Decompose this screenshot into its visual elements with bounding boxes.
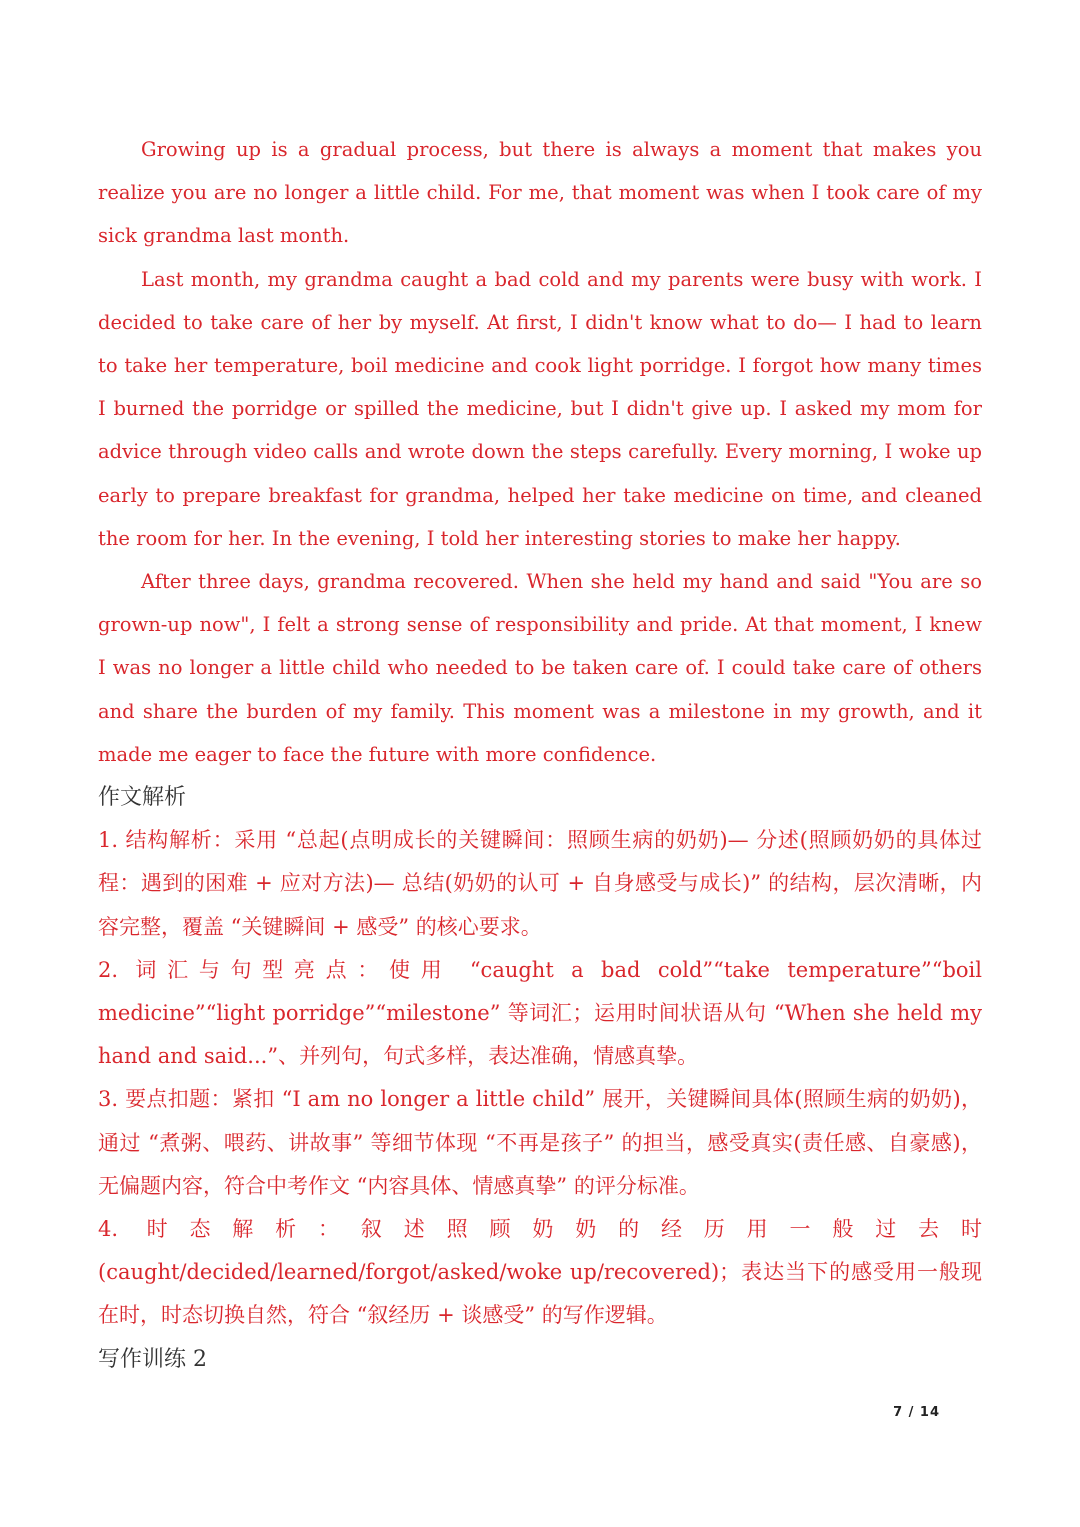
essay-paragraph-3: After three days, grandma recovered. When she held my hand and said "You are so grown-up now", I felt a strong sense of responsibility and pride. At that moment, I knew I was no longer a little child who needed to be taken care of. I could take care of others and share the burden of my family. This moment was a milestone in my growth, and it made me eager to face the future with more confidence. — [98, 570, 982, 766]
analysis-heading: 作文解析 — [98, 785, 187, 811]
essay-paragraph-1: Growing up is a gradual process, but there is always a moment that makes you realize you are no longer a little child. For me, that moment was when I took care of my sick grandma last month. — [98, 138, 982, 248]
analysis-point-structure: 1. 结构解析：采用 “总起(点明成长的关键瞬间：照顾生病的奶奶)— 分述(照顾奶奶的具体过程：遇到的困难 + 应对方法)— 总结(奶奶的认可 + 自身感受与成长)” 的结构，层次清晰，内容完整，覆盖 “关键瞬间 + 感受” 的核心要求。 — [98, 828, 982, 939]
analysis-point-tense: 4. 时态解析：叙述照顾奶奶的经历用一般过去时(caught/decided/learned/forgot/asked/woke up/recovered)；表达当下的感受用一般现在时，时态切换自然，符合 “叙经历 + 谈感受” 的写作逻辑。 — [98, 1217, 982, 1328]
page-number: 7 / 14 — [893, 1405, 940, 1420]
analysis-point-relevance: 3. 要点扣题：紧扣 “I am no longer a little child” 展开，关键瞬间具体(照顾生病的奶奶)，通过 “煮粥、喂药、讲故事” 等细节体现 “不再是孩子” 的担当，感受真实(责任感、自豪感)，无偏题内容，符合中考作文 “内容具体、情感真挚” 的评分标准。 — [98, 1087, 982, 1198]
analysis-point-vocabulary: 2. 词汇与句型亮点：使用 “caught a bad cold”“take temperature”“boil medicine”“light porridge”“milestone” 等词汇；运用时间状语从句 “When she held my hand and said...”、并列句，句式多样，表达准确，情感真挚。 — [98, 957, 982, 1069]
document-page — [98, 128, 982, 1381]
next-section-heading: 写作训练 2 — [98, 1346, 207, 1372]
essay-paragraph-2: Last month, my grandma caught a bad cold and my parents were busy with work. I decided to take care of her by myself. At first, I didn't know what to do— I had to learn to take her temperature, boil medicine and cook light porridge. I forgot how many times I burned the porridge or spilled the medicine, but I didn't give up. I asked my mom for advice through video calls and wrote down the steps carefully. Every morning, I woke up early to prepare breakfast for grandma, helped her take medicine on time, and cleaned the room for her. In the evening, I told her interesting stories to make her happy. — [98, 267, 982, 550]
